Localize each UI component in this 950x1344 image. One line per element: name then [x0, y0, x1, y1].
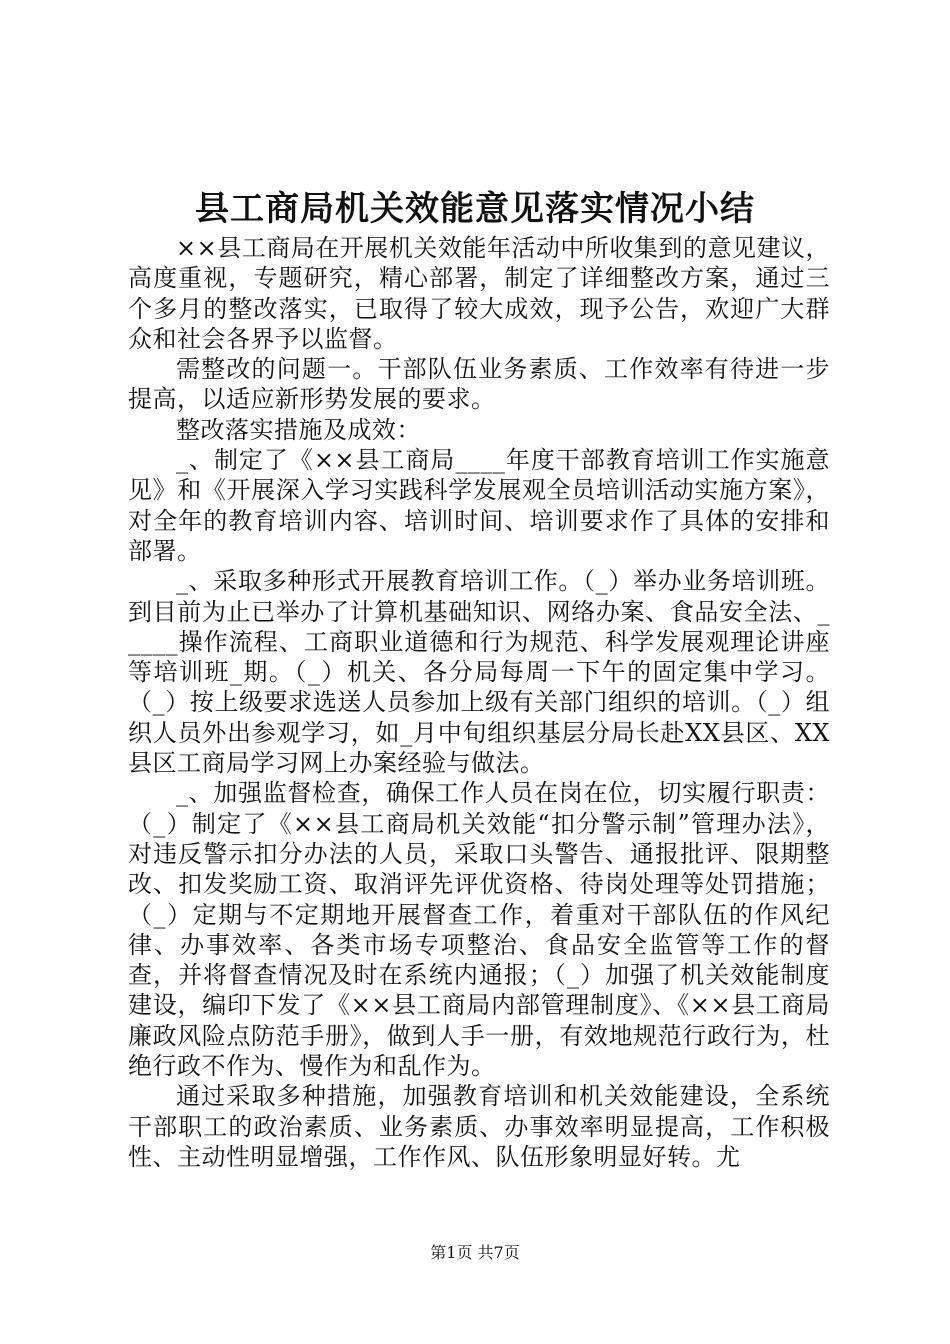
paragraph-issue-one: 需整改的问题一。干部队伍业务素质、工作效率有待进一步提高，以适应新形势发展的要求。 [128, 355, 830, 414]
paragraph-intro: ××县工商局在开展机关效能年活动中所收集到的意见建议，高度重视，专题研究，精心部署，制定了详细整改方案，通过三个多月的整改落实，已取得了较大成效，现予公告，欢迎广大群众和社会各界予以监督。 [128, 234, 830, 353]
paragraph-measure-training: _、采取多种形式开展教育培训工作。（_）举办业务培训班。到目前为止已举办了计算机基础知识、网络办案、食品安全法、_____操作流程、工商职业道德和行为规范、科学发展观理论讲座等培训班_期。（_）机关、各分局每周一下午的固定集中学习。（_）按上级要求选送人员参加上级有关部门组织的培训。（_）组织人员外出参观学习，如_月中旬组织基层分局长赴XX县区、XX县区工商局学习网上办案经验与做法。 [128, 567, 830, 778]
document-body [128, 233, 830, 1172]
paragraph-results: 通过采取多种措施，加强教育培训和机关效能建设，全系统干部职工的政治素质、业务素质、办事效率明显提高，工作积极性、主动性明显增强，工作作风、队伍形象明显好转。尤 [128, 1082, 830, 1171]
document-title: 县工商局机关效能意见落实情况小结 [195, 189, 755, 229]
page-number-footer: 第1页 共7页 [430, 1243, 520, 1262]
paragraph-measures-heading: 整改落实措施及成效： [176, 415, 421, 444]
paragraph-measure-supervision: _、加强监督检查，确保工作人员在岗在位，切实履行职责：（_）制定了《××县工商局机关效能“扣分警示制”管理办法》，对违反警示扣分办法的人员，采取口头警告、通报批评、限期整改、扣发奖励工资、取消评先评优资格、待岗处理等处罚措施；（_）定期与不定期地开展督查工作，着重对干部队伍的作风纪律、办事效率、各类市场专项整治、食品安全监管等工作的督查，并将督查情况及时在系统内通报；（_）加强了机关效能制度建设，编印下发了《××县工商局内部管理制度》、《××县工商局廉政风险点防范手册》，做到人手一册，有效地规范行政行为，杜绝行政不作为、慢作为和乱作为。 [128, 779, 830, 1081]
paragraph-measure-plan: _、制定了《××县工商局____年度干部教育培训工作实施意见》和《开展深入学习实践科学发展观全员培训活动实施方案》，对全年的教育培训内容、培训时间、培训要求作了具体的安排和部署。 [128, 446, 830, 565]
